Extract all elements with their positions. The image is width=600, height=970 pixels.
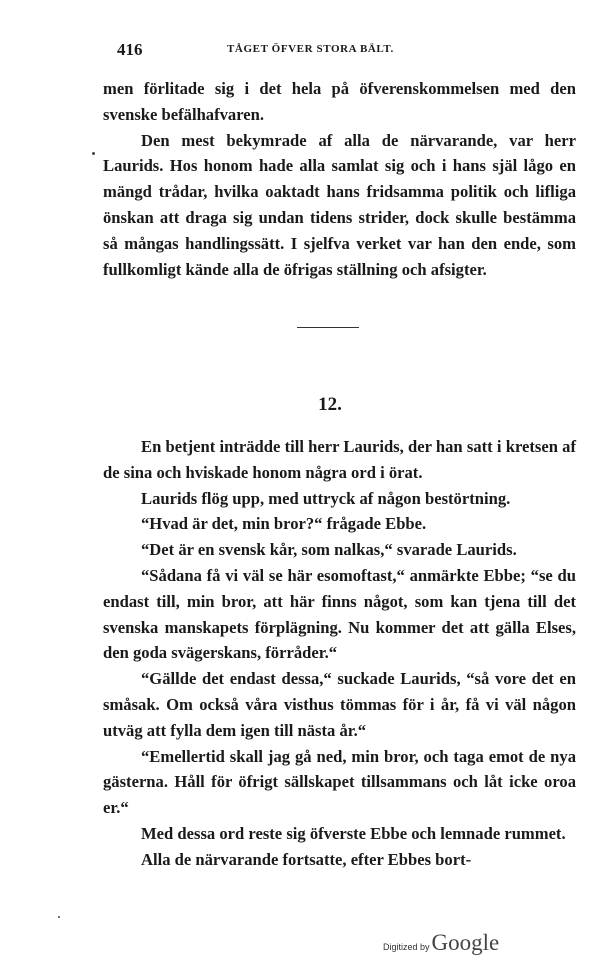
text-block-1 [103, 76, 576, 282]
google-logo: Google [431, 930, 500, 955]
page-header [117, 40, 457, 62]
paragraph: “Hvad är det, min bror?“ frågade Ebbe. [141, 514, 427, 534]
watermark-prefix: Digitized by [383, 942, 430, 952]
section-number: 12. [318, 394, 342, 415]
text-block-2 [103, 434, 576, 873]
paragraph: “Sådana få vi väl se här esomoftast,“ anmärkte Ebbe; “se du endast till, min bror, att här finns något, som kan tjena till det svenska manskapets förplägning. Nu kommer det att gälla Elses, den goda svägerskans, förråder.“ [103, 565, 576, 663]
paragraph: men förlitade sig i det hela på öfverenskommelsen med den svenske befälhafvaren. [103, 79, 576, 124]
paragraph: Alla de närvarande fortsatte, efter Ebbes bort- [141, 849, 472, 869]
paragraph: Laurids flög upp, med uttryck af någon bestörtning. [141, 488, 511, 508]
page-number: 416 [117, 40, 143, 59]
digitized-watermark [383, 930, 499, 960]
paragraph: En betjent inträdde till herr Laurids, der han satt i kretsen af de sina och hviskade honom några ord i örat. [103, 437, 576, 482]
paragraph: “Gällde det endast dessa,“ suckade Laurids, “så vore det en småsak. Om också våra visthus tömmas för i år, få vi väl någon utväg att fylla dem igen till nästa år.“ [103, 669, 576, 740]
section-divider [297, 327, 359, 328]
running-title: TÅGET ÖFVER STORA BÄLT. [227, 43, 394, 55]
paragraph: Den mest bekymrade af alla de närvarande, var herr Laurids. Hos honom hade alla samlat sig och i hans själ lågo en mängd trådar, hvilka oaktadt hans fridsamma politik och lifliga önskan att draga sig undan tidens strider, dock skulle bestämma så mångas handlingssätt. I sjelfva verket var han den ende, som fullkomligt kände alla de öfrigas ställning och afsigter. [103, 130, 576, 279]
paragraph: Med dessa ord reste sig öfverste Ebbe och lemnade rummet. [141, 823, 566, 843]
margin-mark [92, 152, 95, 155]
margin-mark [58, 916, 60, 918]
paragraph: “Det är en svensk kår, som nalkas,“ svarade Laurids. [141, 540, 517, 560]
paragraph: “Emellertid skall jag gå ned, min bror, och taga emot de nya gästerna. Håll för öfrigt sällskapet tillsammans och låt icke oroa er.“ [103, 746, 576, 818]
